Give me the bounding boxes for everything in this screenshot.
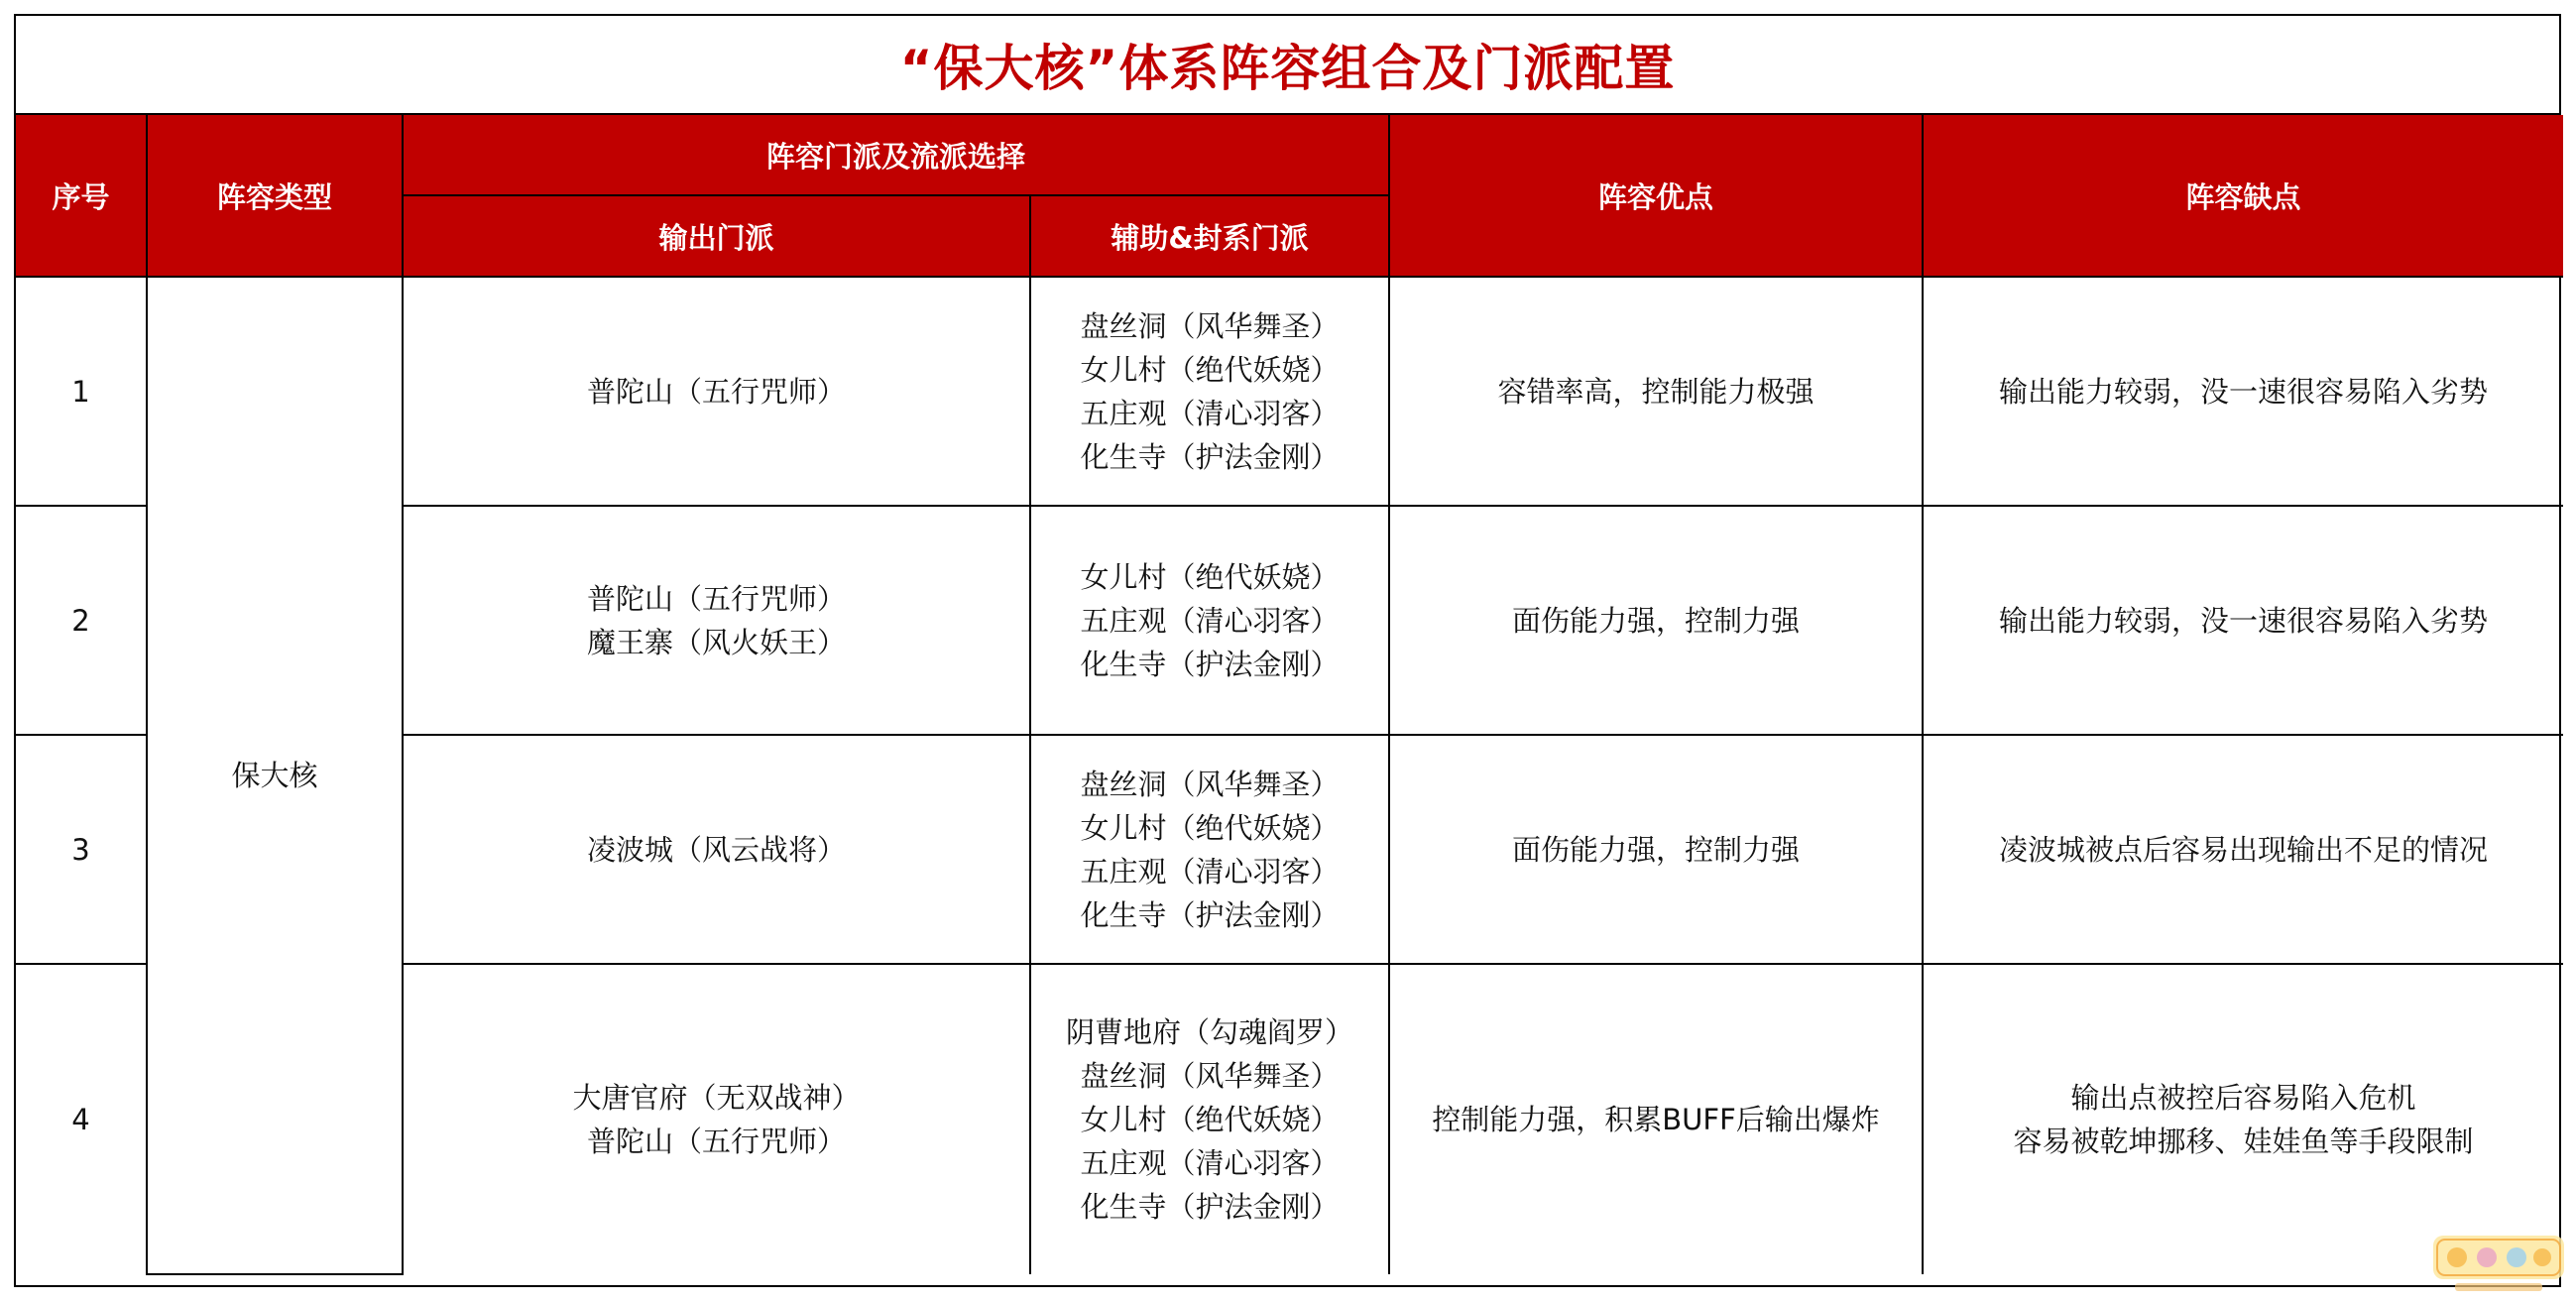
output-sects (403, 506, 1030, 735)
cons-line: 容易被乾坤挪移、娃娃鱼等手段限制 (2013, 1125, 2474, 1158)
sect-line: 凌波城（风云战将） (586, 832, 846, 867)
pros-line: 面伤能力强，控制力强 (1512, 603, 1801, 638)
row-index: 1 (16, 277, 147, 506)
header-index: 序号 (16, 115, 147, 277)
sect-line: 大唐官府（无双战神） (572, 1081, 861, 1115)
sect-line: 盘丝洞（风华舞圣） (1080, 767, 1340, 801)
pros-cell (1389, 506, 1923, 735)
sect-line: 化生寺（护法金刚） (1080, 1190, 1340, 1224)
sect-line: 五庄观（清心羽客） (1080, 1146, 1340, 1180)
pros-cell (1389, 277, 1923, 506)
pros-line: 容错率高，控制能力极强 (1497, 374, 1815, 409)
header-cons: 阵容缺点 (1923, 115, 2563, 277)
cons-line: 凌波城被点后容易出现输出不足的情况 (1999, 832, 2489, 867)
sect-line: 女儿村（绝代妖娆） (1080, 810, 1340, 845)
lineup-table (16, 115, 2563, 1275)
sect-line: 化生寺（护法金刚） (1080, 897, 1340, 932)
sect-line: 女儿村（绝代妖娆） (1080, 1103, 1340, 1136)
pros-cell (1389, 964, 1923, 1274)
table-title: “保大核”体系阵容组合及门派配置 (16, 16, 2559, 115)
sect-line: 五庄观（清心羽客） (1080, 603, 1340, 638)
cons-line: 输出能力较弱，没一速很容易陷入劣势 (1999, 603, 2489, 638)
sect-line: 女儿村（绝代妖娆） (1080, 559, 1340, 594)
table-row (16, 277, 2563, 506)
header-pros: 阵容优点 (1389, 115, 1923, 277)
cons-line: 输出能力较弱，没一速很容易陷入劣势 (1999, 374, 2489, 409)
sect-line: 盘丝洞（风华舞圣） (1080, 308, 1340, 343)
game-logo-icon (2429, 1230, 2568, 1299)
output-sects (403, 964, 1030, 1274)
pros-cell (1389, 735, 1923, 964)
header-type: 阵容类型 (147, 115, 403, 277)
sect-line: 化生寺（护法金刚） (1080, 439, 1340, 474)
sect-line: 化生寺（护法金刚） (1080, 647, 1340, 681)
cons-cell (1923, 964, 2563, 1274)
header-output: 输出门派 (403, 195, 1030, 277)
support-sects (1030, 506, 1389, 735)
row-index: 3 (16, 735, 147, 964)
cons-cell (1923, 506, 2563, 735)
output-sects (403, 277, 1030, 506)
row-index: 2 (16, 506, 147, 735)
sect-line: 盘丝洞（风华舞圣） (1080, 1059, 1340, 1093)
sect-line: 魔王寨（风火妖王） (586, 625, 846, 659)
support-sects (1030, 277, 1389, 506)
sect-line: 普陀山（五行咒师） (586, 1125, 846, 1158)
cons-line: 输出点被控后容易陷入危机 (2070, 1081, 2416, 1115)
header-sect-group: 阵容门派及流派选择 (403, 115, 1389, 195)
cons-cell (1923, 735, 2563, 964)
sect-line: 阴曹地府（勾魂阎罗） (1066, 1015, 1354, 1049)
sect-line: 五庄观（清心羽客） (1080, 854, 1340, 888)
cons-cell (1923, 277, 2563, 506)
lineup-type-cell: 保大核 (147, 277, 403, 1274)
pros-line: 面伤能力强，控制力强 (1512, 832, 1801, 867)
sect-line: 五庄观（清心羽客） (1080, 396, 1340, 430)
output-sects (403, 735, 1030, 964)
sect-line: 普陀山（五行咒师） (586, 374, 846, 409)
support-sects (1030, 964, 1389, 1274)
config-table-sheet (14, 14, 2561, 1287)
row-index: 4 (16, 964, 147, 1274)
header-support: 辅助&封系门派 (1030, 195, 1389, 277)
pros-line: 控制能力强，积累BUFF后输出爆炸 (1432, 1103, 1880, 1136)
support-sects (1030, 735, 1389, 964)
sect-line: 女儿村（绝代妖娆） (1080, 352, 1340, 387)
sect-line: 普陀山（五行咒师） (586, 581, 846, 616)
